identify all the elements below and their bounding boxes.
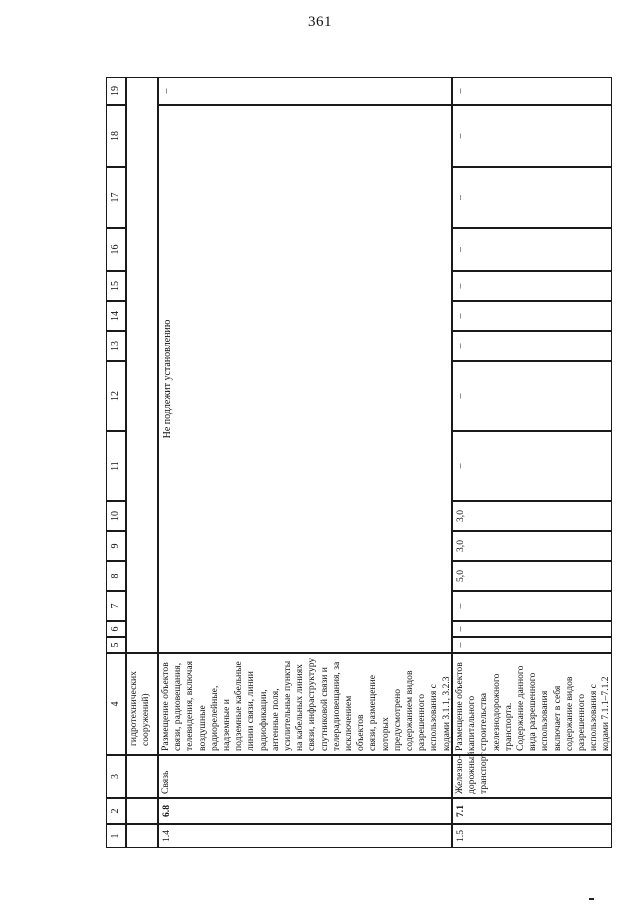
table-row-1-5-col-13: – — [452, 331, 612, 361]
table-row-1-5-col-5: – — [452, 637, 612, 653]
header-col-7: 7 — [106, 591, 126, 621]
table-row-1-5-col-6: – — [452, 621, 612, 637]
table-row-1-5-col-18: – — [452, 105, 612, 167]
continuation-cell-2 — [126, 798, 158, 824]
table-row-1-5-col-15: – — [452, 271, 612, 301]
header-col-10: 10 — [106, 501, 126, 531]
page-number: 361 — [308, 14, 332, 30]
table-row-1-5-code: 7.1 — [452, 798, 612, 824]
header-col-13: 13 — [106, 331, 126, 361]
table-row-1-4-merged-note: Не подлежит установлению — [161, 319, 173, 439]
table-row-1-5-col-14: – — [452, 301, 612, 331]
header-col-2: 2 — [106, 798, 126, 824]
table-row-1-5-col-10: 3,0 — [452, 501, 612, 531]
header-col-14: 14 — [106, 301, 126, 331]
header-col-9: 9 — [106, 531, 126, 561]
table-row-1-5-col-8: 5,0 — [452, 561, 612, 591]
continuation-rest — [126, 77, 158, 653]
header-col-8: 8 — [106, 561, 126, 591]
continuation-cell-3 — [126, 755, 158, 798]
table-row-1-5-number: 1.5 — [452, 824, 612, 848]
header-col-15: 15 — [106, 271, 126, 301]
table-row-1-5-name: Железно- дорожный транспорт — [452, 755, 612, 798]
header-col-12: 12 — [106, 361, 126, 431]
header-col-11: 11 — [106, 431, 126, 501]
table-row-1-5-col-17: – — [452, 167, 612, 228]
header-col-19: 19 — [106, 77, 126, 105]
table-row-1-4-code: 6.8 — [158, 798, 452, 824]
header-col-17: 17 — [106, 167, 126, 228]
table-row-1-4-merged — [158, 105, 452, 653]
header-col-6: 6 — [106, 621, 126, 637]
table-row-1-4-description: Размещение объектов связи, радиовещания, телевидения, включая воздушные радиорелейные, надземные и подземные кабельные линии связи, линии радиофикации, антенные поля, усилительные пункты на кабельных линиях связи, инфраструктуру спутниковой связи и телерадиовещания, за исключением объектов связи, размещение которых предусмотрено содержанием видов разрешенного использования с кодами 3.1.1, 3.2.3 — [158, 653, 452, 755]
scan-speck — [589, 898, 594, 900]
continuation-cell-1 — [126, 824, 158, 848]
table-row-1-4-number: 1.4 — [158, 824, 452, 848]
header-col-16: 16 — [106, 228, 126, 271]
table-row-1-5-description: Размещение объектов капитального строительства железнодорожного транспорта. Содержание данного вида разрешенного использования включает в себя содержание видов разрешенного использования с кодами 7.1.1–7.1.2 — [452, 653, 612, 755]
table-row-1-5-col-11: – — [452, 431, 612, 501]
table-row-1-5-col-9: 3,0 — [452, 531, 612, 561]
table-row-1-5-col-19: – — [452, 77, 612, 105]
table-row-1-5-col-7: – — [452, 591, 612, 621]
header-col-1: 1 — [106, 824, 126, 848]
table-frame — [106, 62, 612, 848]
rotated-table — [106, 62, 612, 848]
header-col-3: 3 — [106, 755, 126, 798]
continuation-description: гидротехнических сооружений) — [126, 653, 158, 755]
table-row-1-5-col-16: – — [452, 228, 612, 271]
header-col-5: 5 — [106, 637, 126, 653]
table-row-1-5-col-12: – — [452, 361, 612, 431]
table-row-1-4-col-19: – — [158, 77, 452, 105]
header-col-18: 18 — [106, 105, 126, 167]
table-row-1-4-name: Связь — [158, 755, 452, 798]
header-col-4: 4 — [106, 653, 126, 755]
